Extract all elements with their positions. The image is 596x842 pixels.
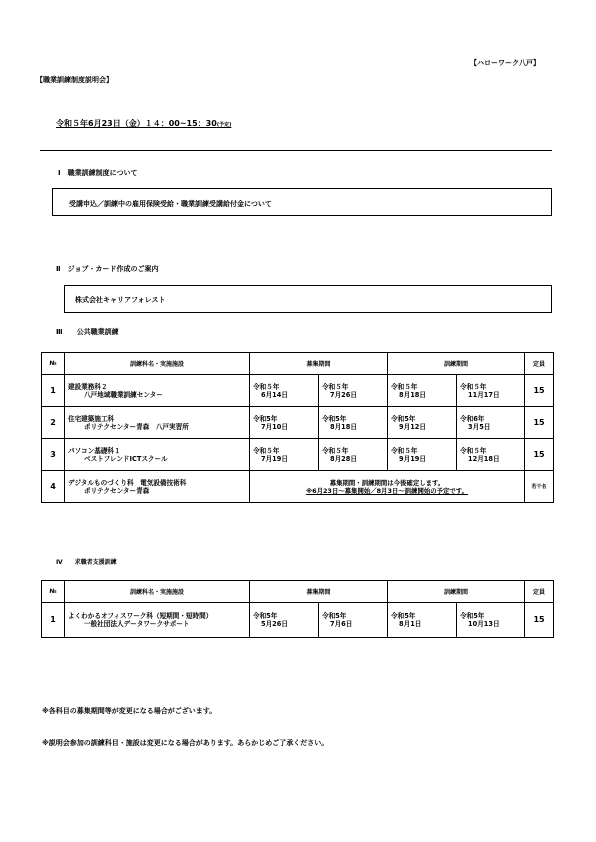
year: 令和５年 <box>391 446 418 455</box>
course-name: 建設業務科２ <box>68 382 108 391</box>
header-course: 訓練科名・実施施設 <box>65 353 250 375</box>
year: 令和5年 <box>391 414 416 423</box>
course-name: よくわかるオフィスワーク科（短期間・短時間） <box>68 612 213 620</box>
recruit-end <box>319 407 388 439</box>
table-header-row <box>42 353 554 375</box>
facility-name: ポリテクセンター青森 八戸実習所 <box>84 422 189 431</box>
facility-name: ポリテクセンター青森 <box>84 486 150 495</box>
training-start <box>388 407 457 439</box>
row-course <box>65 407 250 439</box>
capacity: 15 <box>525 375 554 407</box>
section2-heading: Ⅱ ジョブ・カード作成のご案内 <box>56 265 159 273</box>
recruit-start <box>250 439 319 471</box>
year: 令和５年 <box>460 446 487 455</box>
row-course <box>65 603 250 638</box>
year: 令和５年 <box>322 446 349 455</box>
public-training-table <box>41 352 554 503</box>
recruit-end <box>319 439 388 471</box>
notice-line1: 募集期間・訓練期間は今後確定します。 <box>329 478 445 487</box>
year: 令和5年 <box>460 612 485 620</box>
row-no: 1 <box>42 375 65 407</box>
training-start <box>388 439 457 471</box>
year: 令和5年 <box>253 414 278 423</box>
year: 令和５年 <box>391 382 418 391</box>
table-row <box>42 603 554 638</box>
course-name: 住宅建築施工科 <box>68 414 115 423</box>
row-no: 2 <box>42 407 65 439</box>
table-row <box>42 439 554 471</box>
date: 9月12日 <box>399 422 426 431</box>
capacity: 15 <box>525 603 554 638</box>
notice-line2: ※6月23日～募集開始／8月3日～訓練開始の予定です。 <box>305 486 469 495</box>
row-no: 1 <box>42 603 65 638</box>
training-end <box>457 407 525 439</box>
training-end <box>457 603 525 638</box>
table-row <box>42 375 554 407</box>
section1-box-text: 受講申込／訓練中の雇用保険受給・職業訓練受講給付金について <box>69 200 272 208</box>
section3-heading: Ⅲ 公共職業訓練 <box>56 328 119 336</box>
capacity: 15 <box>525 439 554 471</box>
header-training: 訓練期間 <box>388 353 525 375</box>
period-notice <box>250 471 525 503</box>
header-training: 訓練期間 <box>388 581 525 603</box>
header-capacity: 定員 <box>525 581 554 603</box>
recruit-end <box>319 603 388 638</box>
date: 8月18日 <box>399 390 426 399</box>
year: 令和5年 <box>322 612 347 620</box>
session-datetime <box>56 118 231 129</box>
note-1: ※各科目の募集期間等が変更になる場合がございます。 <box>42 707 217 715</box>
year: 令和５年 <box>253 382 280 391</box>
header-recruit: 募集期間 <box>250 353 388 375</box>
date: 8月1日 <box>399 620 422 628</box>
header-capacity: 定員 <box>525 353 554 375</box>
year: 令和5年 <box>391 612 416 620</box>
section4-heading: Ⅳ 求職者支援訓練 <box>56 559 117 566</box>
row-course <box>65 471 250 503</box>
section2-box-text: 株式会社キャリアフォレスト <box>75 296 166 304</box>
date: 3月5日 <box>468 422 491 431</box>
note-2: ※説明会参加の訓練科目・施設は変更になる場合があります。あらかじめご了承ください。 <box>42 739 329 747</box>
date: 5月26日 <box>261 620 288 628</box>
course-name: パソコン基礎科１ <box>68 446 121 455</box>
facility-name: ベストフレンドICTスクール <box>84 454 168 463</box>
date: 9月19日 <box>399 454 426 463</box>
datetime-text: 令和５年6月23日（金）１４：00~15：30 <box>56 119 217 128</box>
header-no: № <box>42 353 65 375</box>
row-no: 3 <box>42 439 65 471</box>
table-row <box>42 407 554 439</box>
date: 8月18日 <box>330 422 357 431</box>
section1-box <box>52 188 552 216</box>
training-end <box>457 375 525 407</box>
header-course: 訓練科名・実施施設 <box>65 581 250 603</box>
date: 7月6日 <box>330 620 353 628</box>
section1-heading: Ⅰ 職業訓練制度について <box>58 169 138 177</box>
facility-name: 一般社団法人データワークサポート <box>84 620 190 628</box>
year: 令和５年 <box>253 446 280 455</box>
date: 12月18日 <box>468 454 500 463</box>
year: 令和５年 <box>322 382 349 391</box>
date: 7月19日 <box>261 454 288 463</box>
table-header-row <box>42 581 554 603</box>
training-start <box>388 603 457 638</box>
recruit-start <box>250 375 319 407</box>
office-label: 【ハローワーク八戸】 <box>470 59 540 67</box>
capacity: 15 <box>525 407 554 439</box>
row-course <box>65 439 250 471</box>
job-seeker-training-table <box>41 580 554 638</box>
training-end <box>457 439 525 471</box>
date: 6月14日 <box>261 390 288 399</box>
date: 11月17日 <box>468 390 500 399</box>
year: 令和6年 <box>460 414 485 423</box>
recruit-end <box>319 375 388 407</box>
facility-name: 八戸地域職業訓練センター <box>84 390 163 399</box>
row-no: 4 <box>42 471 65 503</box>
year: 令和5年 <box>253 612 278 620</box>
recruit-start <box>250 603 319 638</box>
training-start <box>388 375 457 407</box>
table-row <box>42 471 554 503</box>
document-title: 【職業訓練制度説明会】 <box>36 76 113 84</box>
datetime-note: (予定) <box>216 122 232 128</box>
date: 7月26日 <box>330 390 357 399</box>
year: 令和５年 <box>460 382 487 391</box>
capacity: 若干名 <box>525 471 554 503</box>
divider <box>40 150 552 151</box>
date: 8月28日 <box>330 454 357 463</box>
section2-box <box>64 285 552 313</box>
year: 令和5年 <box>322 414 347 423</box>
date: 10月13日 <box>468 620 500 628</box>
row-course <box>65 375 250 407</box>
course-name: デジタルものづくり科 電気設備技術科 <box>68 478 187 487</box>
header-no: № <box>42 581 65 603</box>
recruit-start <box>250 407 319 439</box>
date: 7月10日 <box>261 422 288 431</box>
header-recruit: 募集期間 <box>250 581 388 603</box>
